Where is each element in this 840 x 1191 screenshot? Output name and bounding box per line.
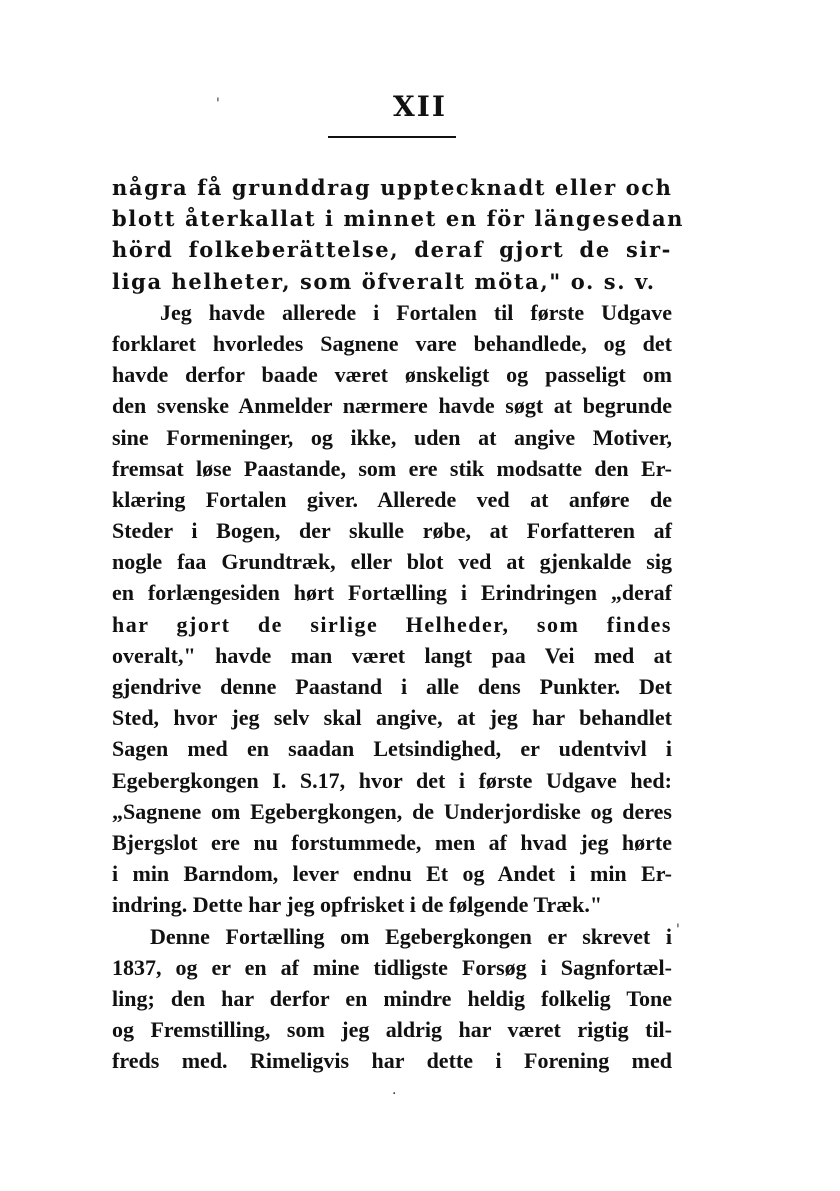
text-line: fremsat løse Paastande, som ere stik modsatte den Er- xyxy=(112,455,672,481)
text-line: nogle faa Grundtræk, eller blot ved at gjenkalde sig xyxy=(112,549,672,575)
text-line: klæring Fortalen giver. Allerede ved at anføre de xyxy=(112,486,672,512)
page-number: XII xyxy=(393,90,447,123)
text-line: Jeg havde allerede i Fortalen til første Udgave xyxy=(160,299,672,325)
text-line: en forlængesiden hørt Fortælling i Erindringen „deraf xyxy=(112,580,672,606)
print-speck: ' xyxy=(676,922,680,938)
text-line: den svenske Anmelder nærmere havde søgt at begrunde xyxy=(112,393,672,419)
text-line: havde derfor baade været ønskeligt og passeligt om xyxy=(112,362,672,388)
text-line: liga helheter, som öfveralt möta," o. s. v. xyxy=(112,268,656,294)
text-line: forklaret hvorledes Sagnene vare behandlede, og det xyxy=(112,330,672,356)
text-line: ling; den har derfor en mindre heldig folkelig Tone xyxy=(112,985,672,1011)
text-line: i min Barndom, lever endnu Et og Andet i min Er- xyxy=(112,861,672,887)
text-line: og Fremstilling, som jeg aldrig har været rigtig til- xyxy=(112,1017,672,1043)
text-line: Denne Fortælling om Egebergkongen er skrevet i xyxy=(150,923,672,949)
text-line: Bjergslot ere nu forstummede, men af hvad jeg hørte xyxy=(112,829,672,855)
text-line: indring. Dette har jeg opfrisket i de følgende Træk." xyxy=(112,892,603,918)
text-line: hörd folkeberättelse, deraf gjort de sir- xyxy=(112,237,672,263)
text-line: gjendrive denne Paastand i alle dens Punkter. Det xyxy=(112,674,672,699)
text-line: overalt," havde man været langt paa Vei med at xyxy=(112,642,672,668)
text-line: Sagen med en saadan Letsindighed, er udentvivl i xyxy=(112,736,672,762)
header-rule xyxy=(328,136,456,138)
text-line: Steder i Bogen, der skulle røbe, at Forfatteren af xyxy=(112,518,672,544)
print-speck: · xyxy=(392,1086,397,1102)
text-line: Egebergkongen I. S.17, hvor det i første Udgave hed: xyxy=(112,767,672,793)
text-line: har gjort de sirlige Helheder, som findes xyxy=(112,611,672,637)
text-line: några få grunddrag upptecknadt eller och xyxy=(112,175,673,200)
text-line: „Sagnene om Egebergkongen, de Underjordiske og deres xyxy=(112,798,672,824)
text-line: 1837, og er en af mine tidligste Forsøg i Sagnfortæl- xyxy=(112,954,672,980)
text-line: freds med. Rimeligvis har dette i Forening med xyxy=(112,1048,672,1074)
body-text xyxy=(112,172,685,1076)
print-speck: ' xyxy=(216,96,220,112)
text-line: blott återkallat i minnet en för längesedan xyxy=(112,206,685,232)
text-line: Sted, hvor jeg selv skal angive, at jeg har behandlet xyxy=(112,705,672,731)
page-header xyxy=(0,90,840,123)
text-line: sine Formeninger, og ikke, uden at angive Motiver, xyxy=(112,424,672,450)
